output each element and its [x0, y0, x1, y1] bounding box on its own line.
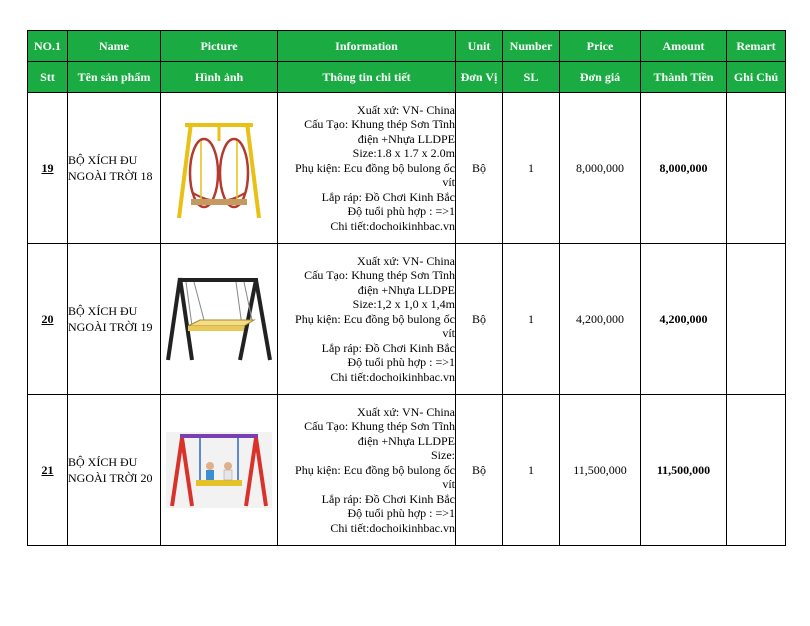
row-price: 4,200,000	[560, 244, 641, 395]
header-image: Hình ảnh	[161, 62, 278, 93]
header-product-name: Tên sản phẩm	[68, 62, 161, 93]
row-picture	[161, 395, 278, 546]
row-picture	[161, 244, 278, 395]
row-product-name: BỘ XÍCH ĐU NGOÀI TRỜI 19	[68, 244, 161, 395]
row-stt: 21	[28, 395, 68, 546]
header-price: Price	[560, 31, 641, 62]
row-unit: Bộ	[456, 244, 503, 395]
product-table	[27, 30, 786, 546]
header-no: NO.1	[28, 31, 68, 62]
table-row	[28, 93, 786, 244]
row-amount: 11,500,000	[641, 395, 727, 546]
header-unit: Unit	[456, 31, 503, 62]
header-picture: Picture	[161, 31, 278, 62]
row-note	[727, 395, 786, 546]
row-note	[727, 93, 786, 244]
header-total: Thành Tiền	[641, 62, 727, 93]
row-note	[727, 244, 786, 395]
table-row	[28, 395, 786, 546]
row-amount: 4,200,000	[641, 244, 727, 395]
header-stt: Stt	[28, 62, 68, 93]
row-info: Xuất xứ: VN- China Cấu Tạo: Khung thép Sơn Tĩnh điện +Nhựa LLDPE Size:1,2 x 1,0 x 1,4m Phụ kiện: Ecu đồng bộ bulong ốc vít Lắp ráp: Đồ Chơi Kinh Bắc Độ tuổi phù hợp : =>1 Chi tiết:dochoikinhbac.vn	[278, 244, 456, 395]
header-amount: Amount	[641, 31, 727, 62]
row-unit: Bộ	[456, 93, 503, 244]
row-qty: 1	[503, 395, 560, 546]
row-stt: 20	[28, 244, 68, 395]
header-details: Thông tin chi tiết	[278, 62, 456, 93]
header-name: Name	[68, 31, 161, 62]
header-remark: Remart	[727, 31, 786, 62]
header-note: Ghi Chú	[727, 62, 786, 93]
header-unit-vn: Đơn Vị	[456, 62, 503, 93]
row-unit: Bộ	[456, 395, 503, 546]
row-stt: 19	[28, 93, 68, 244]
row-info: Xuất xứ: VN- China Cấu Tạo: Khung thép Sơn Tĩnh điện +Nhựa LLDPE Size: Phụ kiện: Ecu đồng bộ bulong ốc vít Lắp ráp: Đồ Chơi Kinh Bắc Độ tuổi phù hợp : =>1 Chi tiết:dochoikinhbac.vn	[278, 395, 456, 546]
header-number: Number	[503, 31, 560, 62]
row-product-name: BỘ XÍCH ĐU NGOÀI TRỜI 20	[68, 395, 161, 546]
row-qty: 1	[503, 244, 560, 395]
colorful-swing-with-children-icon	[166, 432, 272, 508]
header-unit-price: Đơn giá	[560, 62, 641, 93]
row-amount: 8,000,000	[641, 93, 727, 244]
row-price: 11,500,000	[560, 395, 641, 546]
header-information: Information	[278, 31, 456, 62]
bench-swing-black-icon	[164, 274, 274, 364]
header-qty: SL	[503, 62, 560, 93]
row-product-name: BỘ XÍCH ĐU NGOÀI TRỜI 18	[68, 93, 161, 244]
row-picture	[161, 93, 278, 244]
row-info: Xuất xứ: VN- China Cấu Tạo: Khung thép Sơn Tĩnh điện +Nhựa LLDPE Size:1.8 x 1.7 x 2.0m Phụ kiện: Ecu đồng bộ bulong ốc vít Lắp ráp: Đồ Chơi Kinh Bắc Độ tuổi phù hợp : =>1 Chi tiết:dochoikinhbac.vn	[278, 93, 456, 244]
double-swing-yellow-icon	[171, 113, 267, 223]
table-row	[28, 244, 786, 395]
row-qty: 1	[503, 93, 560, 244]
header-row-vietnamese	[28, 62, 786, 93]
header-row-english	[28, 31, 786, 62]
row-price: 8,000,000	[560, 93, 641, 244]
